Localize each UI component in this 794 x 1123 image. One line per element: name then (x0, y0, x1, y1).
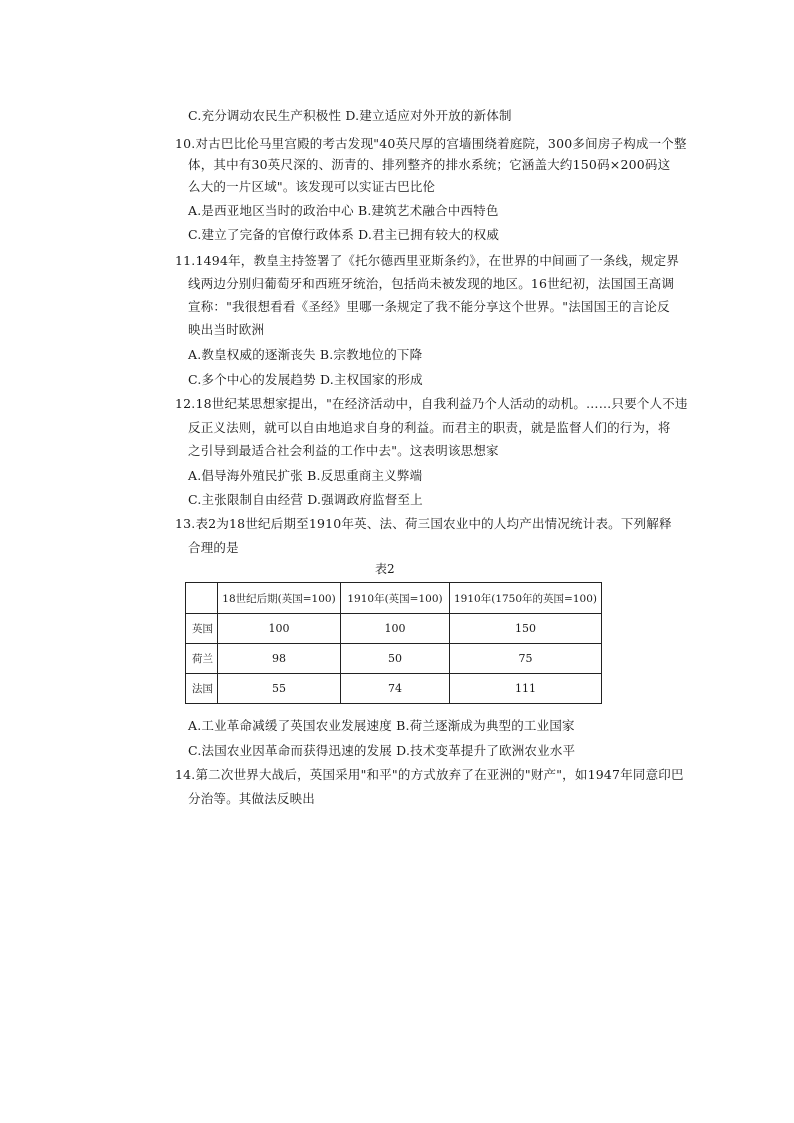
row-label: 荷兰 (186, 644, 218, 674)
table-header-corner (186, 583, 218, 614)
table-cell: 75 (450, 644, 602, 674)
q10-options-ab: A.是西亚地区当时的政治中心 B.建筑艺术融合中西特色 (188, 203, 499, 218)
q12-options-cd: C.主张限制自由经营 D.强调政府监督至上 (188, 492, 423, 507)
q10-stem-line-2: 体，其中有30英尺深的、沥青的、排列整齐的排水系统；它涵盖大约150码×200码这 (188, 157, 671, 172)
q10-stem-line-3: 么大的一片区域"。该发现可以实证古巴比伦 (188, 179, 436, 194)
q13-options-cd: C.法国农业因革命而获得迅速的发展 D.技术变革提升了欧洲农业水平 (188, 743, 576, 758)
table-header-row (186, 583, 602, 614)
table-cell: 100 (341, 614, 450, 644)
q13-stem-line-2: 合理的是 (188, 540, 239, 555)
q13-options-ab: A.工业革命减缓了英国农业发展速度 B.荷兰逐渐成为典型的工业国家 (188, 718, 575, 733)
table-cell: 55 (218, 674, 341, 704)
table-cell: 150 (450, 614, 602, 644)
q10-options-cd: C.建立了完备的官僚行政体系 D.君主已拥有较大的权威 (188, 227, 500, 242)
table-cell: 98 (218, 644, 341, 674)
q13-stem-line-1: 13.表2为18世纪后期至1910年英、法、荷三国农业中的人均产出情况统计表。下列解释 (175, 516, 672, 531)
q11-options-cd: C.多个中心的发展趋势 D.主权国家的形成 (188, 372, 423, 387)
q12-stem-line-3: 之引导到最适合社会利益的工作中去"。这表明该思想家 (188, 443, 499, 458)
table-row (186, 674, 602, 704)
q9-options-cd: C.充分调动农民生产积极性 D.建立适应对外开放的新体制 (188, 108, 512, 123)
table-header-cell: 18世纪后期(英国=100) (218, 583, 341, 614)
q10-stem-line-1: 10.对古巴比伦马里宫殿的考古发现"40英尺厚的宫墙围绕着庭院，300多间房子构成一个整 (175, 136, 687, 151)
table-row (186, 644, 602, 674)
table-caption: 表2 (375, 562, 395, 576)
q11-stem-line-1: 11.1494年，教皇主持签署了《托尔德西里亚斯条约》，在世界的中间画了一条线，规定界 (175, 253, 680, 268)
q11-stem-line-2: 线两边分别归葡萄牙和西班牙统治，包括尚未被发现的地区。16世纪初，法国国王高调 (188, 276, 675, 291)
table-cell: 111 (450, 674, 602, 704)
row-label: 法国 (186, 674, 218, 704)
table-cell: 100 (218, 614, 341, 644)
table-row (186, 614, 602, 644)
row-label: 英国 (186, 614, 218, 644)
q14-stem-line-1: 14.第二次世界大战后，英国采用"和平"的方式放弃了在亚洲的"财产"，如1947年同意印巴 (175, 767, 684, 782)
q12-stem-line-1: 12.18世纪某思想家提出，"在经济活动中，自我利益乃个人活动的动机。……只要个人不违 (175, 396, 688, 411)
q11-stem-line-3: 宣称："我很想看看《圣经》里哪一条规定了我不能分享这个世界。"法国国王的言论反 (188, 299, 670, 314)
table-cell: 74 (341, 674, 450, 704)
table-cell: 50 (341, 644, 450, 674)
table-header-cell: 1910年(1750年的英国=100) (450, 583, 602, 614)
q11-options-ab: A.教皇权威的逐渐丧失 B.宗教地位的下降 (188, 347, 423, 362)
output-table (185, 582, 602, 704)
q11-stem-line-4: 映出当时欧洲 (188, 322, 265, 337)
table-header-cell: 1910年(英国=100) (341, 583, 450, 614)
q12-stem-line-2: 反正义法则，就可以自由地追求自身的利益。而君主的职责，就是监督人们的行为，将 (188, 420, 671, 435)
q14-stem-line-2: 分治等。其做法反映出 (188, 791, 316, 806)
q12-options-ab: A.倡导海外殖民扩张 B.反思重商主义弊端 (188, 468, 423, 483)
